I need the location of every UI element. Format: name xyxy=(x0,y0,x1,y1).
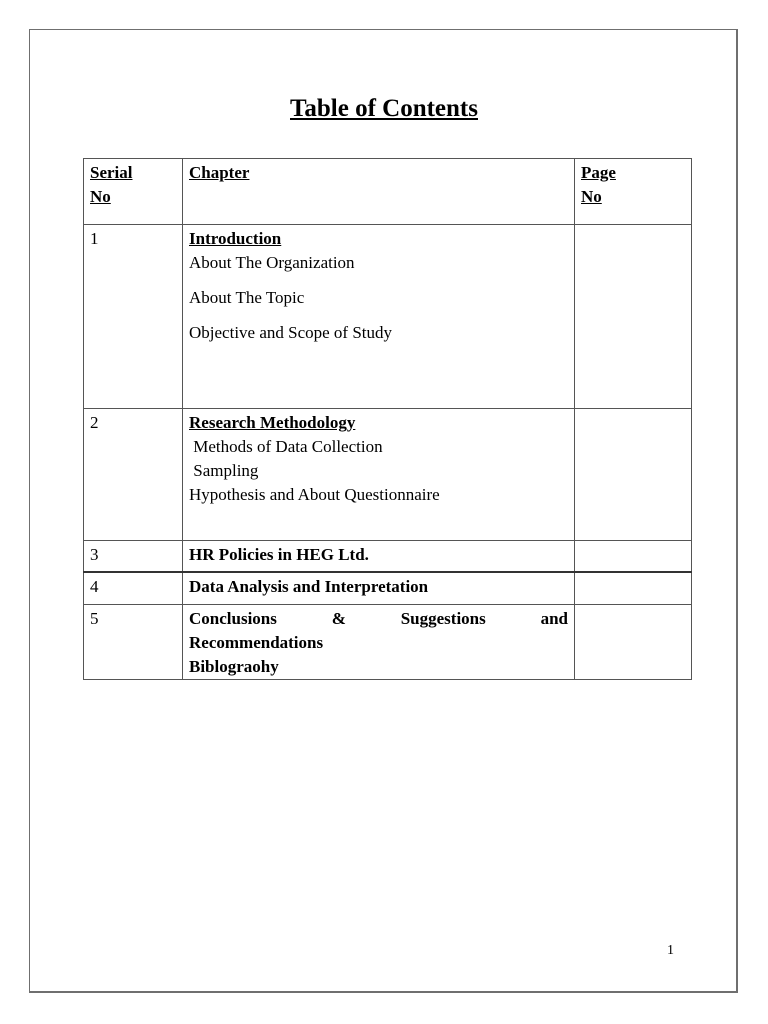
table-row xyxy=(84,572,692,605)
header-serial-line1: Serial xyxy=(90,163,133,182)
header-page-cell xyxy=(575,159,692,225)
header-page-line1: Page xyxy=(581,163,616,182)
header-serial-line2: No xyxy=(90,187,111,206)
page-cell xyxy=(575,225,692,409)
table-row xyxy=(84,225,692,409)
serial-cell: 4 xyxy=(84,572,183,605)
table-row xyxy=(84,605,692,680)
header-chapter: Chapter xyxy=(189,163,250,182)
serial-cell: 3 xyxy=(84,541,183,572)
table-row xyxy=(84,541,692,572)
table-row xyxy=(84,409,692,541)
chapter-cell xyxy=(183,572,575,605)
chapter-title-line: Conclusions & Suggestions and xyxy=(189,609,568,628)
chapter-title-line: Biblograohy xyxy=(189,657,279,676)
chapter-subitem: Objective and Scope of Study xyxy=(189,323,393,342)
chapter-cell xyxy=(183,409,575,541)
chapter-cell xyxy=(183,541,575,572)
chapter-subitem: Methods of Data Collection xyxy=(189,437,383,456)
chapter-subitem: Hypothesis and About Questionnaire xyxy=(189,485,440,504)
chapter-subitem: About The Topic xyxy=(189,288,305,307)
chapter-cell xyxy=(183,225,575,409)
header-chapter-cell xyxy=(183,159,575,225)
toc-table xyxy=(83,158,692,680)
serial-cell: 1 xyxy=(84,225,183,409)
header-serial-cell xyxy=(84,159,183,225)
page-cell xyxy=(575,541,692,572)
chapter-title: Research Methodology xyxy=(189,413,356,432)
page-cell xyxy=(575,409,692,541)
chapter-title: Introduction xyxy=(189,229,282,248)
serial-cell: 2 xyxy=(84,409,183,541)
page-title: Table of Contents xyxy=(290,95,478,122)
chapter-subitem: About The Organization xyxy=(189,253,355,272)
chapter-title-line: Recommendations xyxy=(189,633,324,652)
serial-cell: 5 xyxy=(84,605,183,680)
chapter-subitem: Sampling xyxy=(189,461,259,480)
chapter-cell xyxy=(183,605,575,680)
chapter-title: HR Policies in HEG Ltd. xyxy=(189,545,369,564)
header-page-line2: No xyxy=(581,187,602,206)
chapter-title: Data Analysis and Interpretation xyxy=(189,576,429,596)
page-cell xyxy=(575,605,692,680)
table-header-row xyxy=(84,159,692,225)
page-number: 1 xyxy=(667,943,674,958)
page-cell xyxy=(575,572,692,605)
